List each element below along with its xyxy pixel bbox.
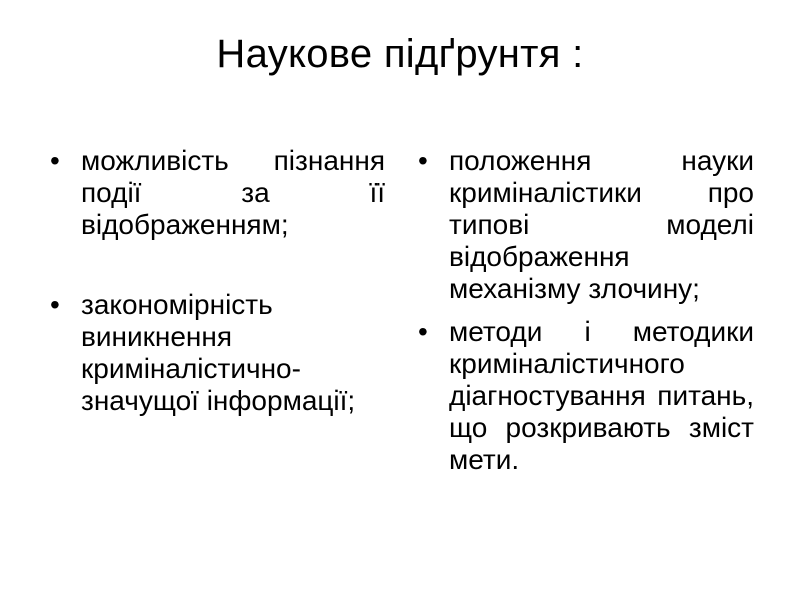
bullet-text: закономірність виникнення криміналістично-значущої інформації; [81,289,356,416]
bullet-text: положення науки криміналістики про типові моделі відображення механізму злочину; [449,145,754,304]
bullet-dot-icon: • [50,289,60,320]
bullet-item [418,316,754,476]
bullet-dot-icon: • [418,145,428,176]
right-bullet-list [418,145,754,476]
bullet-item [50,289,385,417]
slide-title: Наукове підґрунтя : [216,32,584,76]
bullet-text: можливість пізнання події за її відображенням; [81,145,385,240]
bullet-dot-icon: • [50,145,60,176]
bullet-dot-icon: • [418,316,428,347]
left-bullet-list [50,145,385,417]
bullet-item [418,145,754,305]
bullet-text: методи і методики криміналістичного діагностування питань, що розкривають зміст мети. [449,316,754,475]
bullet-item [50,145,385,241]
